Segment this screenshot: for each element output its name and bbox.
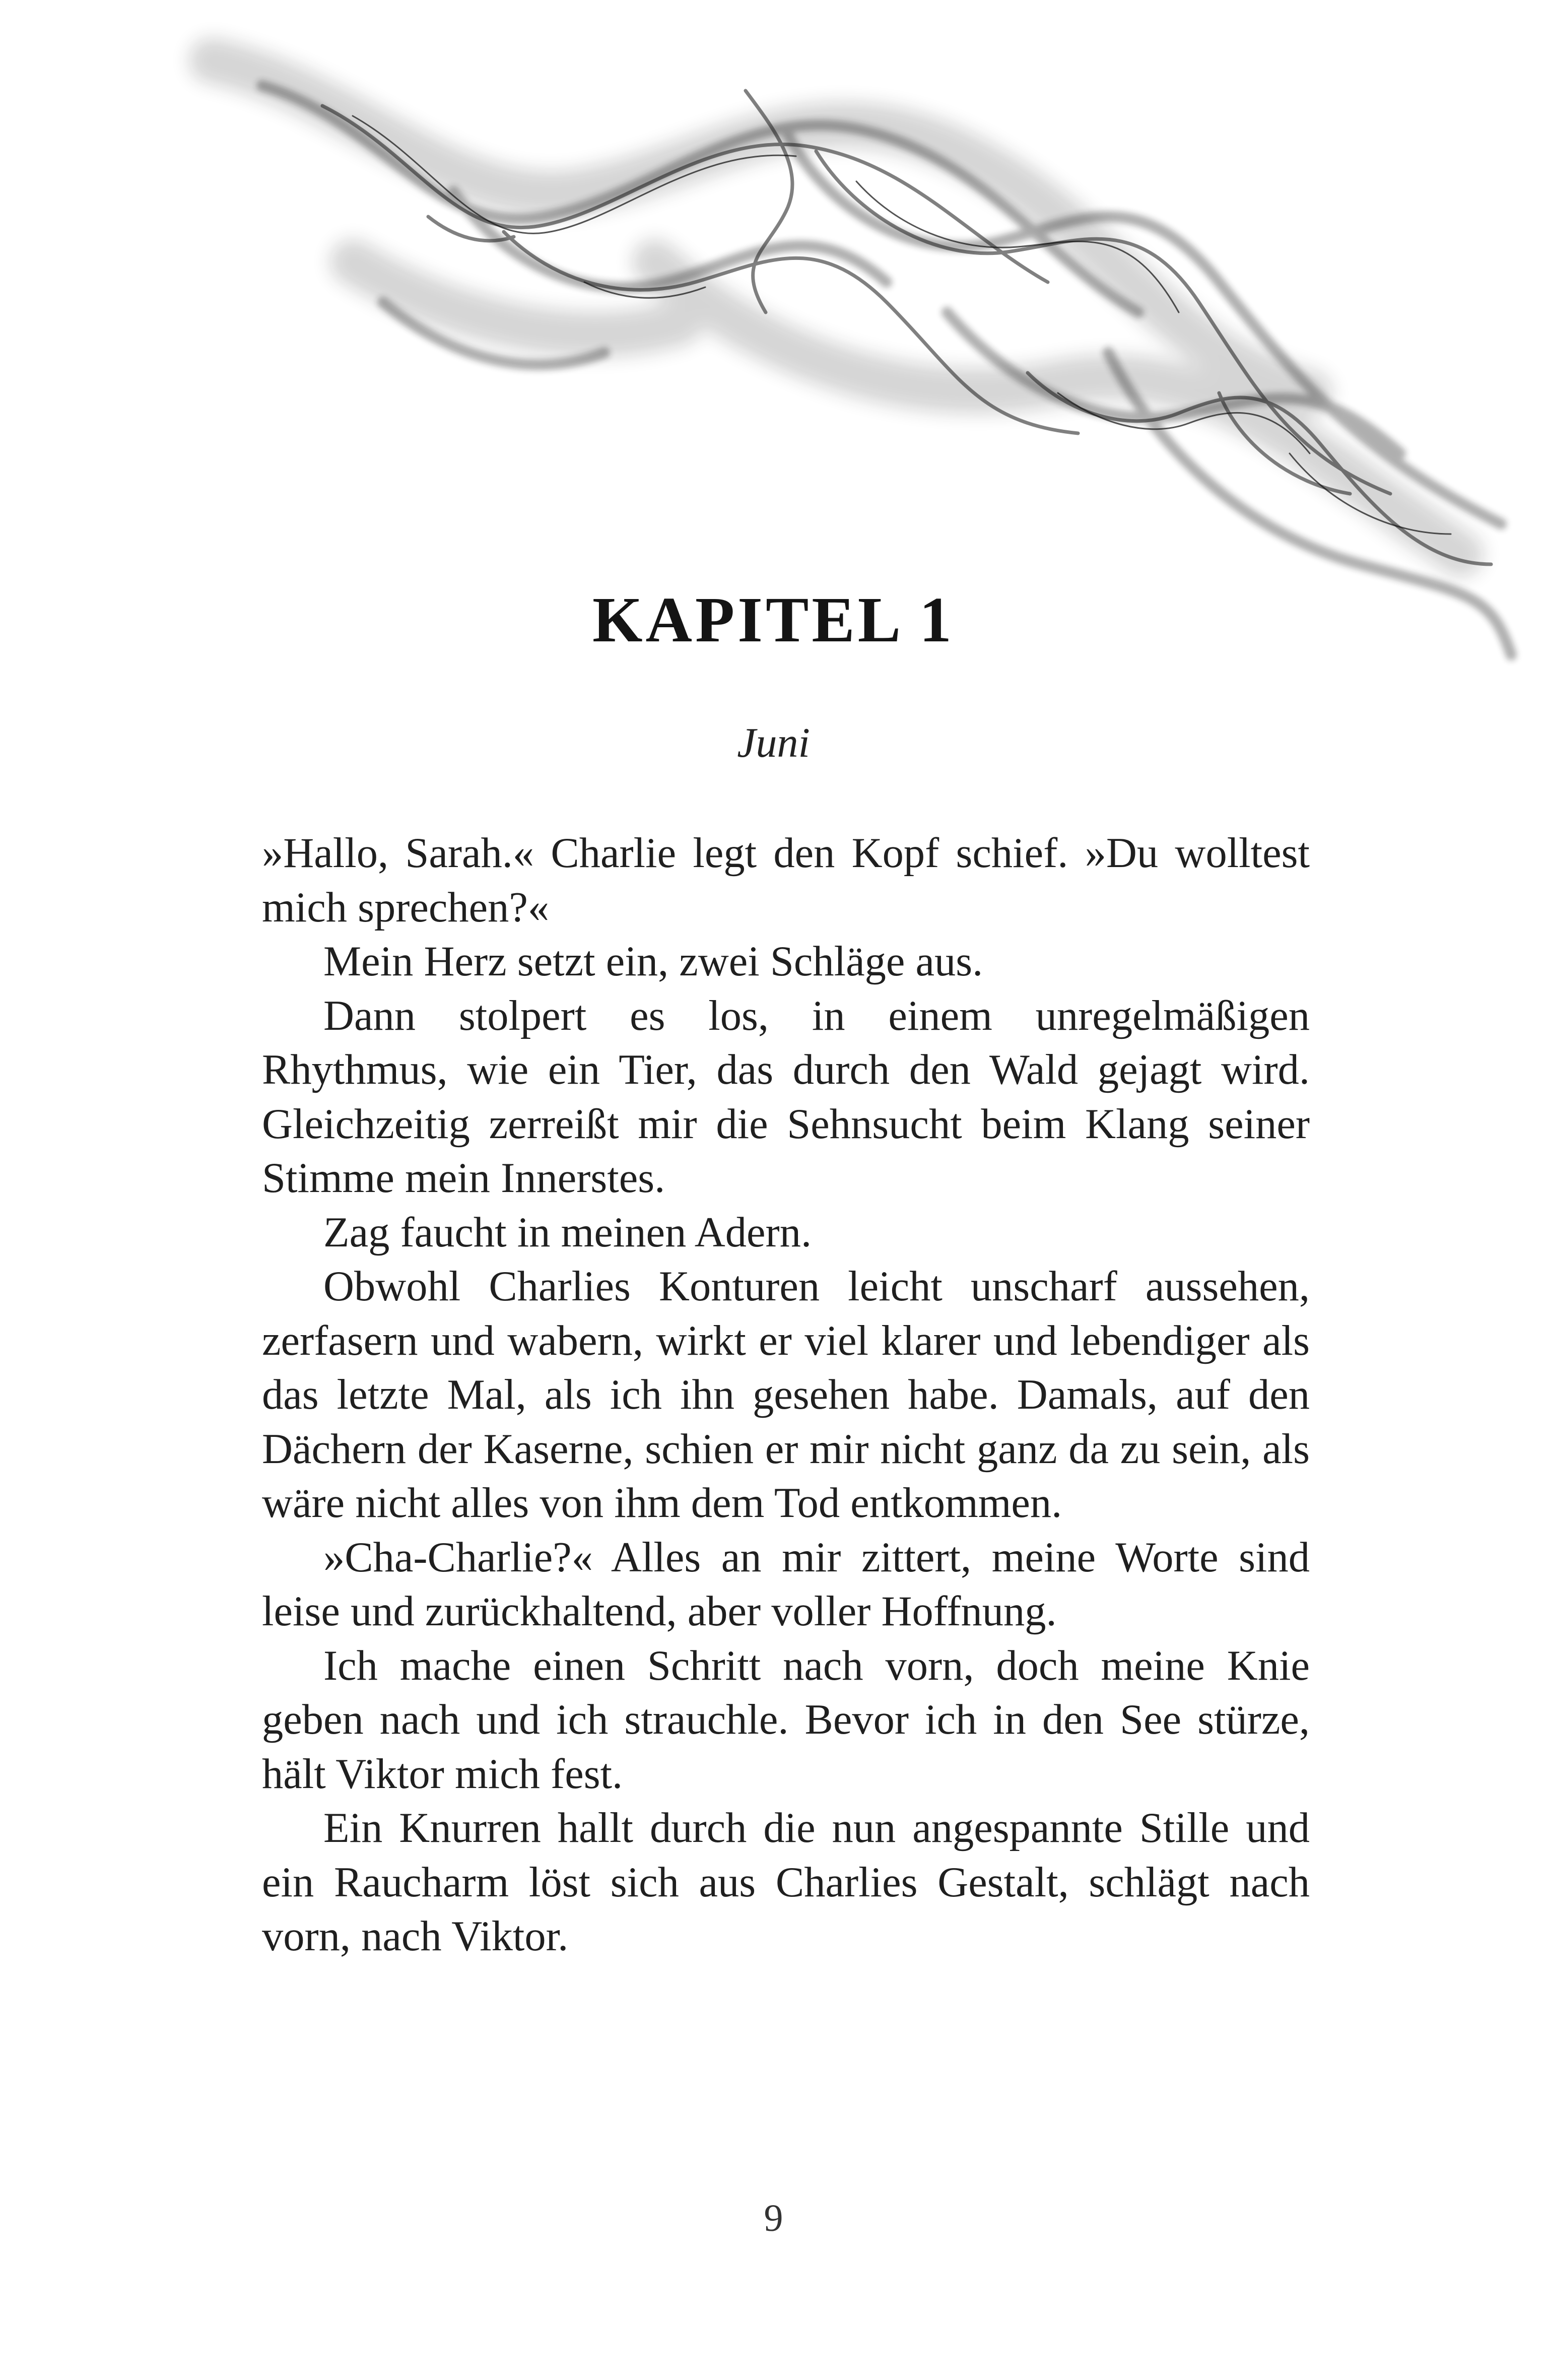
paragraph: »Cha-Charlie?« Alles an mir zittert, meine Worte sind leise und zurückhaltend, aber voller Hoffnung.	[262, 1534, 1310, 1635]
chapter-body	[262, 826, 1310, 1964]
chapter-title: KAPITEL 1	[592, 584, 955, 655]
paragraph: Dann stolpert es los, in einem unregelmäßigen Rhythmus, wie ein Tier, das durch den Wald gejagt wird. Gleichzeitig zerreißt mir die Sehnsucht beim Klang seiner Stimme mein Innerstes.	[262, 992, 1310, 1202]
chapter-subtitle: Juni	[737, 719, 810, 766]
paragraph: Obwohl Charlies Konturen leicht unscharf aussehen, zerfasern und wabern, wirkt er viel klarer und lebendiger als das letzte Mal, als ich ihn gesehen habe. Damals, auf den Dächern der Kaserne, schien er mir nicht ganz da zu sein, als wäre nicht alles von ihm dem Tod entkommen.	[262, 1263, 1310, 1527]
paragraph: Mein Herz setzt ein, zwei Schläge aus.	[323, 938, 983, 985]
paragraph: Ich mache einen Schritt nach vorn, doch meine Knie geben nach und ich strauchle. Bevor ich in den See stürze, hält Viktor mich fest.	[262, 1642, 1310, 1798]
paragraph: Zag faucht in meinen Adern.	[323, 1209, 812, 1256]
paragraph: Ein Knurren hallt durch die nun angespannte Stille und ein Raucharm löst sich aus Charlies Gestalt, schlägt nach vorn, nach Viktor.	[262, 1805, 1310, 1960]
paragraph: »Hallo, Sarah.« Charlie legt den Kopf schief. »Du wolltest mich sprechen?«	[262, 830, 1310, 931]
page-number: 9	[764, 2197, 783, 2239]
